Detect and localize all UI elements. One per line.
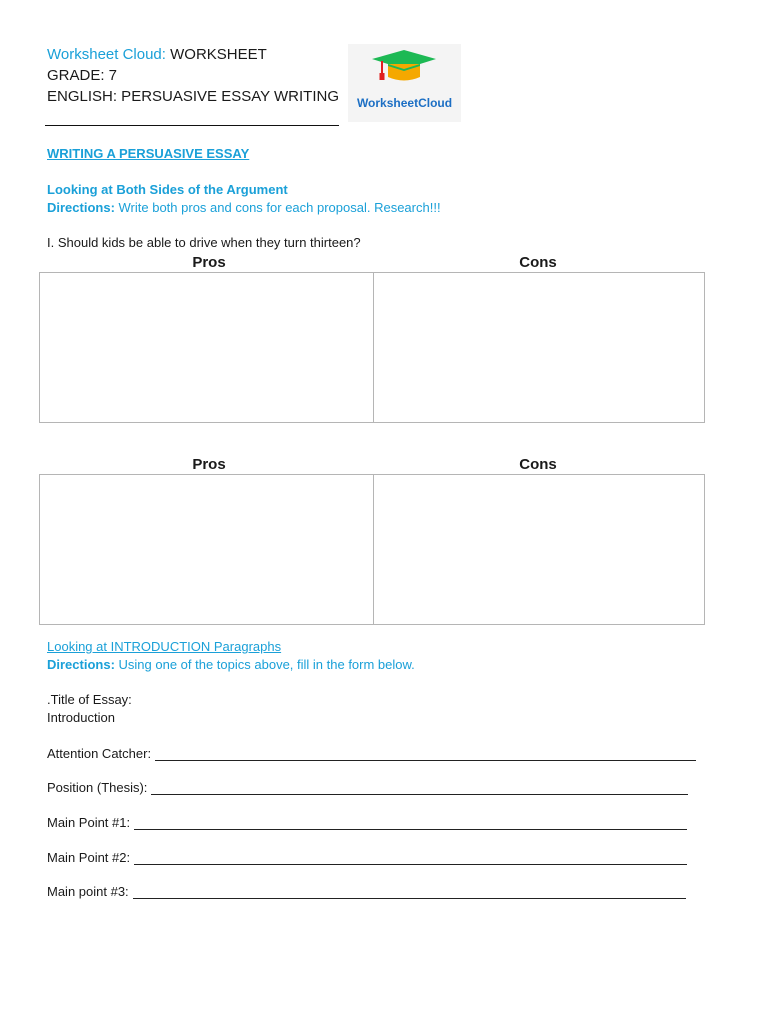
worksheetcloud-logo bbox=[348, 44, 461, 122]
title-label-text: Title of Essay: bbox=[50, 692, 132, 707]
title-prefix: . bbox=[47, 692, 51, 707]
directions-label: Directions: bbox=[47, 200, 115, 215]
brand-name: Worksheet Cloud: bbox=[47, 46, 166, 63]
attention-catcher-field[interactable] bbox=[47, 746, 696, 761]
cons-heading: Cons bbox=[519, 254, 557, 271]
table-bottom-rule bbox=[39, 624, 705, 625]
cons-heading: Cons bbox=[519, 456, 557, 473]
field-label: Position (Thesis): bbox=[47, 780, 148, 795]
main-point-2-field[interactable] bbox=[47, 850, 687, 865]
logo-text: WorksheetCloud bbox=[356, 96, 453, 110]
position-thesis-field[interactable] bbox=[47, 780, 688, 795]
directions-1 bbox=[47, 200, 441, 215]
pros-cell[interactable] bbox=[40, 273, 373, 422]
answer-line[interactable] bbox=[133, 886, 686, 899]
field-label: Attention Catcher: bbox=[47, 746, 152, 761]
main-point-3-field[interactable] bbox=[47, 884, 686, 899]
introduction-label: Introduction bbox=[47, 710, 115, 725]
table-bottom-rule bbox=[39, 422, 705, 423]
field-label: Main point #3: bbox=[47, 884, 129, 899]
subject-label: ENGLISH: PERSUASIVE ESSAY WRITING bbox=[47, 88, 340, 105]
section-title-introduction: Looking at INTRODUCTION Paragraphs bbox=[47, 639, 282, 654]
pros-cell[interactable] bbox=[40, 475, 373, 624]
directions-text: Write both pros and cons for each proposal. Research!!! bbox=[114, 200, 441, 215]
pros-heading: Pros bbox=[192, 456, 226, 473]
header-rule bbox=[45, 125, 339, 126]
answer-line[interactable] bbox=[155, 748, 696, 761]
pros-heading: Pros bbox=[192, 254, 226, 271]
essay-title-label bbox=[47, 692, 132, 707]
field-label: Main Point #2: bbox=[47, 850, 131, 865]
answer-line[interactable] bbox=[134, 852, 687, 865]
grade-label: GRADE: 7 bbox=[47, 67, 118, 84]
graduation-cap-icon bbox=[348, 44, 461, 94]
answer-line[interactable] bbox=[151, 782, 688, 795]
header-title-line bbox=[47, 44, 267, 65]
cons-cell[interactable] bbox=[374, 273, 704, 422]
directions-2 bbox=[47, 657, 415, 672]
section-subtitle-both-sides: Looking at Both Sides of the Argument bbox=[47, 182, 288, 197]
pros-cons-table-2 bbox=[39, 474, 705, 625]
directions-label: Directions: bbox=[47, 657, 115, 672]
worksheet-label: WORKSHEET bbox=[170, 46, 267, 63]
pros-cons-table-1 bbox=[39, 272, 705, 423]
directions-text: Using one of the topics above, fill in the form below. bbox=[114, 657, 415, 672]
field-label: Main Point #1: bbox=[47, 815, 131, 830]
section-title-persuasive: WRITING A PERSUASIVE ESSAY bbox=[47, 146, 250, 161]
question-1: I. Should kids be able to drive when they turn thirteen? bbox=[47, 235, 361, 250]
cons-cell[interactable] bbox=[374, 475, 704, 624]
answer-line[interactable] bbox=[134, 817, 687, 830]
main-point-1-field[interactable] bbox=[47, 815, 687, 830]
